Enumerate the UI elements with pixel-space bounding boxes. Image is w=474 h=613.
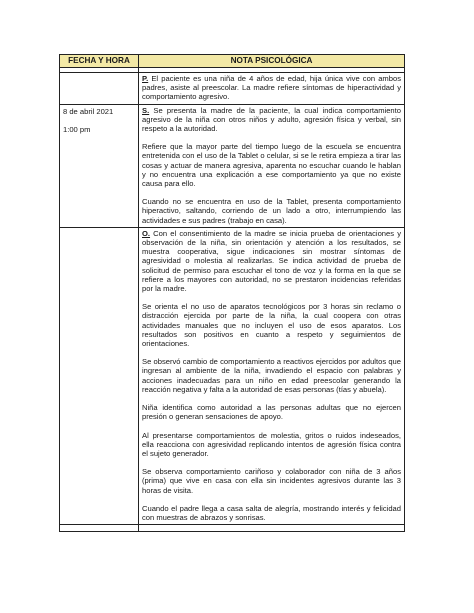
o-row xyxy=(60,227,405,524)
p-row xyxy=(60,73,405,105)
header-psych-note: NOTA PSICOLÓGICA xyxy=(139,55,405,68)
o-paragraph-5: Al presentarse comportamientos de molestia, gritos o ruidos indeseados, ella reacciona con agresividad replicando intentos de agresión física contra el sujeto generador. xyxy=(142,430,401,458)
o-paragraph-4: Niña identifica como autoridad a las personas adultas que no ejercen presión o generan sensaciones de apoyo. xyxy=(142,403,401,422)
o-paragraph-7: Cuando el padre llega a casa salta de alegría, mostrando interés y felicidad con muestras de abrazos y sonrisas. xyxy=(142,503,401,522)
bottom-blank-right xyxy=(139,525,405,532)
o-paragraph-2: Se orienta el no uso de aparatos tecnológicos por 3 horas sin reclamo o distracción ejercida por parte de la niña, la cual coopera con otras actividades manuales que no incluyen el uso de esos aparatos. Los resultados son positivos en cuanto a respeto y seguimientos de orientaciones. xyxy=(142,302,401,349)
s-note-cell xyxy=(139,104,405,227)
entry-time: 1:00 pm xyxy=(63,124,91,134)
p-label: P. xyxy=(142,74,149,83)
o-paragraph-3: Se observó cambio de comportamiento a reactivos ejercidos por adultos que ingresan al ambiente de la niña, invadiendo el espacio con palabras y acciones inadecuadas para un niño en edad preescolar generando la reacción negativa y falta a la autoridad de esas personas (tías y abuela). xyxy=(142,357,401,394)
p-date-cell xyxy=(60,73,139,105)
p-text: El paciente es una niña de 4 años de edad, hija única vive con ambos padres, asiste al preescolar. La madre refiere síntomas de hiperactividad y comportamiento agresivo. xyxy=(142,74,401,102)
clinical-note-page xyxy=(59,54,405,532)
o-paragraph-1: Con el consentimiento de la madre se inicia prueba de orientaciones y observación de la niña, sin orientación y atención a los resultados, se muestra cooperativa, sigue indicaciones sin mostrar síntomas de agresividad o molestia al realizarlas. Se indica actividad de prueba de solicitud de permiso para escuchar el tono de voz y la forma en la que se refiere a los mayores con autoridad, no se prestaron incidencias referidas por la madre. xyxy=(142,228,401,294)
header-date-time: FECHA Y HORA xyxy=(60,55,139,68)
o-date-cell xyxy=(60,227,139,524)
s-paragraph-3: Cuando no se encuentra en uso de la Tablet, presenta comportamiento hiperactivo, saltando, corriendo de un lado a otro, interrumpiendo las actividades e sus padres (trabajo en casa). xyxy=(142,197,401,225)
o-paragraph-6: Se observa comportamiento cariñoso y colaborador con niña de 3 años (prima) que vive en casa con ella sin incidentes agresivos durante las 3 horas de visita. xyxy=(142,467,401,495)
table-header-row xyxy=(60,55,405,68)
psych-note-table xyxy=(59,54,405,532)
s-paragraph-2: Refiere que la mayor parte del tiempo luego de la escuela se encuentra entretenida con el uso de la Tablet o celular, si se le retira empieza a tirar las cosas y actuar de manera agresiva, aparenta no escuchar cuando le hablan y no encuentra una explicación a ese comportamiento ya que no existe causa para ello. xyxy=(142,142,401,189)
s-label: S. xyxy=(142,105,150,115)
s-date-cell xyxy=(60,104,139,227)
o-note-cell xyxy=(139,227,405,524)
s-row xyxy=(60,104,405,227)
bottom-blank-row xyxy=(60,525,405,532)
p-note-cell xyxy=(139,73,405,105)
s-paragraph-1: Se presenta la madre de la paciente, la cual indica comportamiento agresivo de la niña con otros niños y adulto, agresión física y verbal, sin respeto a la autoridad. xyxy=(142,105,401,134)
o-label: O. xyxy=(142,228,151,238)
bottom-blank-left xyxy=(60,525,139,532)
entry-date: 8 de abril 2021 xyxy=(63,106,114,116)
